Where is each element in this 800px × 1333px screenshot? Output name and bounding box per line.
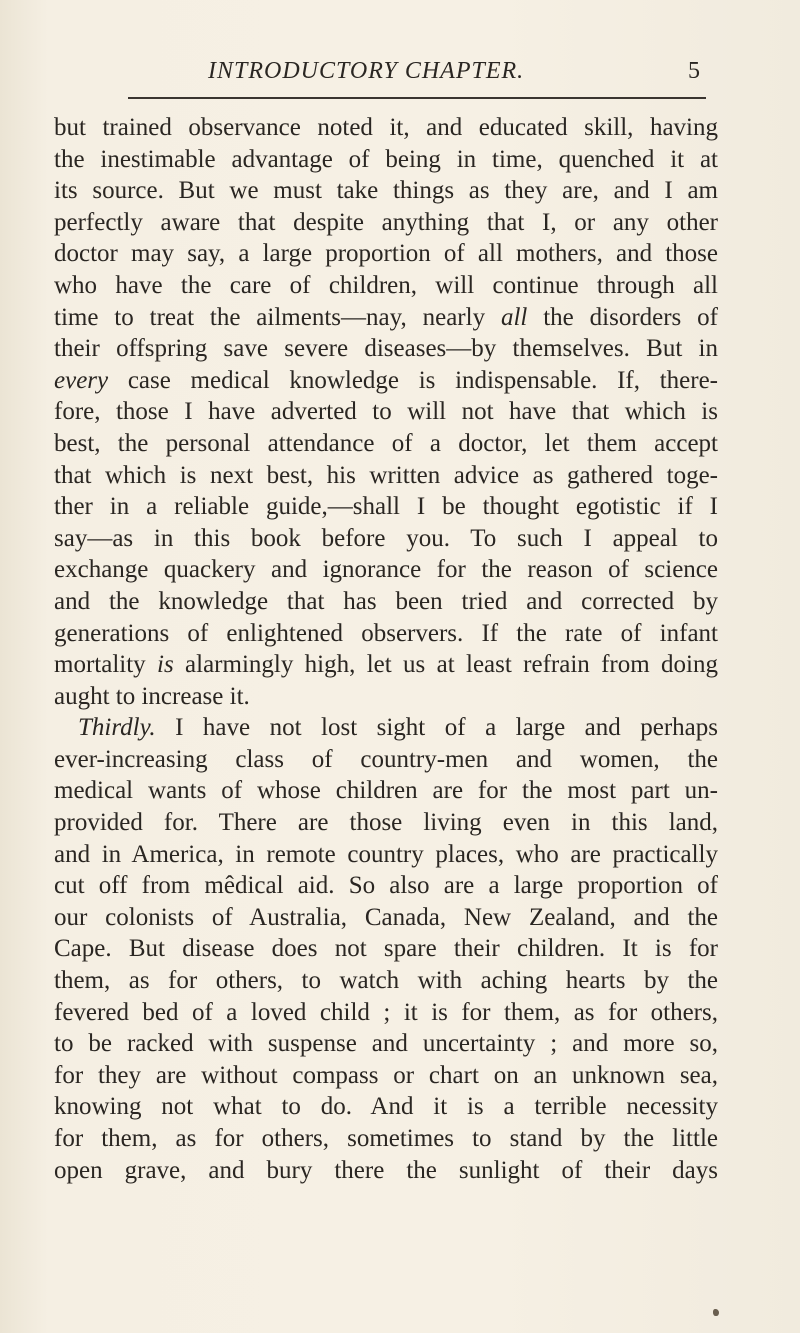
text-span: them, as for others, to watch with aching hearts by the <box>54 967 718 995</box>
text-span: for they are without compass or chart on an unknown sea, <box>54 1061 718 1089</box>
ink-speck <box>713 1309 719 1316</box>
text-line <box>54 207 718 239</box>
text-span: to be racked with suspense and uncertainty ; and more so, <box>54 1030 718 1058</box>
text-line <box>54 649 718 681</box>
text-span: the inestimable advantage of being in time, quenched it at <box>54 145 718 173</box>
text-line <box>54 933 718 965</box>
text-span: the disorders of <box>527 303 718 331</box>
text-line <box>54 1091 718 1123</box>
text-line <box>54 491 718 523</box>
text-span: exchange quackery and ignorance for the reason of science <box>54 556 718 584</box>
text-span: fore, those I have adverted to will not have that which is <box>54 398 718 426</box>
text-span: and in America, in remote country places, who are practically <box>54 840 718 868</box>
text-line <box>54 523 718 555</box>
text-span: time to treat the ailments—nay, nearly <box>54 303 501 331</box>
text-span: who have the care of children, will continue through all <box>54 271 718 299</box>
text-line <box>54 586 718 618</box>
text-line <box>54 270 718 302</box>
text-span: alarmingly high, let us at least refrain from doing <box>173 651 718 679</box>
text-span: that which is next best, his written advice as gathered toge- <box>54 461 718 489</box>
text-span: fevered bed of a loved child ; it is for them, as for others, <box>54 998 718 1026</box>
text-line <box>54 144 718 176</box>
text-line <box>54 396 718 428</box>
text-line <box>54 302 718 334</box>
text-line <box>54 965 718 997</box>
text-line <box>54 997 718 1029</box>
text-line <box>54 744 718 776</box>
text-span: I have not lost sight of a large and perhaps <box>155 714 718 742</box>
text-line <box>54 238 718 270</box>
text-span: best, the personal attendance of a doctor, let them accept <box>54 429 718 457</box>
text-span: generations of enlightened observers. If the rate of infant <box>54 619 718 647</box>
text-line <box>54 428 718 460</box>
text-line <box>54 460 718 492</box>
text-span: Cape. But disease does not spare their children. It is for <box>54 935 718 963</box>
italic-text: every <box>54 366 109 394</box>
text-span: perfectly aware that despite anything that I, or any other <box>54 208 718 236</box>
text-line <box>54 870 718 902</box>
text-span: for them, as for others, sometimes to stand by the little <box>54 1125 718 1152</box>
text-span: ther in a reliable guide,—shall I be thought egotistic if I <box>54 493 718 521</box>
running-head: INTRODUCTORY CHAPTER. <box>208 58 525 84</box>
text-line <box>54 839 718 871</box>
body-text <box>54 112 718 1186</box>
italic-text: all <box>500 303 528 331</box>
text-span: cut off from mêdical aid. So also are a large proportion of <box>54 872 718 900</box>
text-line <box>54 1060 718 1092</box>
italic-text: is <box>157 651 174 679</box>
text-span: open grave, and bury there the sunlight of their days <box>54 1156 718 1184</box>
text-line <box>54 807 718 839</box>
text-line <box>54 1123 718 1155</box>
text-line <box>54 365 718 397</box>
text-span: their offspring save severe diseases—by themselves. But in <box>54 335 718 363</box>
text-line <box>54 1028 718 1060</box>
text-span: doctor may say, a large proportion of all mothers, and those <box>54 240 718 268</box>
text-span: medical wants of whose children are for the most part un- <box>54 777 718 805</box>
text-line <box>54 902 718 934</box>
text-line <box>54 1155 718 1187</box>
text-span: and the knowledge that has been tried and corrected by <box>54 587 718 615</box>
text-line <box>54 681 718 713</box>
text-span: our colonists of Australia, Canada, New Zealand, and the <box>54 903 718 931</box>
text-span: provided for. There are those living even in this land, <box>54 809 718 837</box>
text-line <box>54 112 718 144</box>
text-line <box>54 618 718 650</box>
text-line <box>54 333 718 365</box>
text-line <box>54 775 718 807</box>
page-header <box>60 58 720 88</box>
header-rule <box>128 97 706 99</box>
text-span: say—as in this book before you. To such I appeal to <box>54 524 718 552</box>
text-line <box>54 712 718 744</box>
text-line <box>54 554 718 586</box>
text-span: but trained observance noted it, and educated skill, having <box>54 114 718 141</box>
text-span: knowing not what to do. And it is a terrible necessity <box>54 1093 718 1121</box>
text-line <box>54 175 718 207</box>
page-number: 5 <box>688 58 700 84</box>
text-span: mortality <box>54 651 157 679</box>
text-span: case medical knowledge is indispensable. If, there- <box>108 366 718 394</box>
text-span: its source. But we must take things as they are, and I am <box>54 177 718 205</box>
text-span: aught to increase it. <box>54 682 250 710</box>
italic-text: Thirdly. <box>78 714 156 742</box>
text-span: ever-increasing class of country-men and women, the <box>54 745 718 773</box>
